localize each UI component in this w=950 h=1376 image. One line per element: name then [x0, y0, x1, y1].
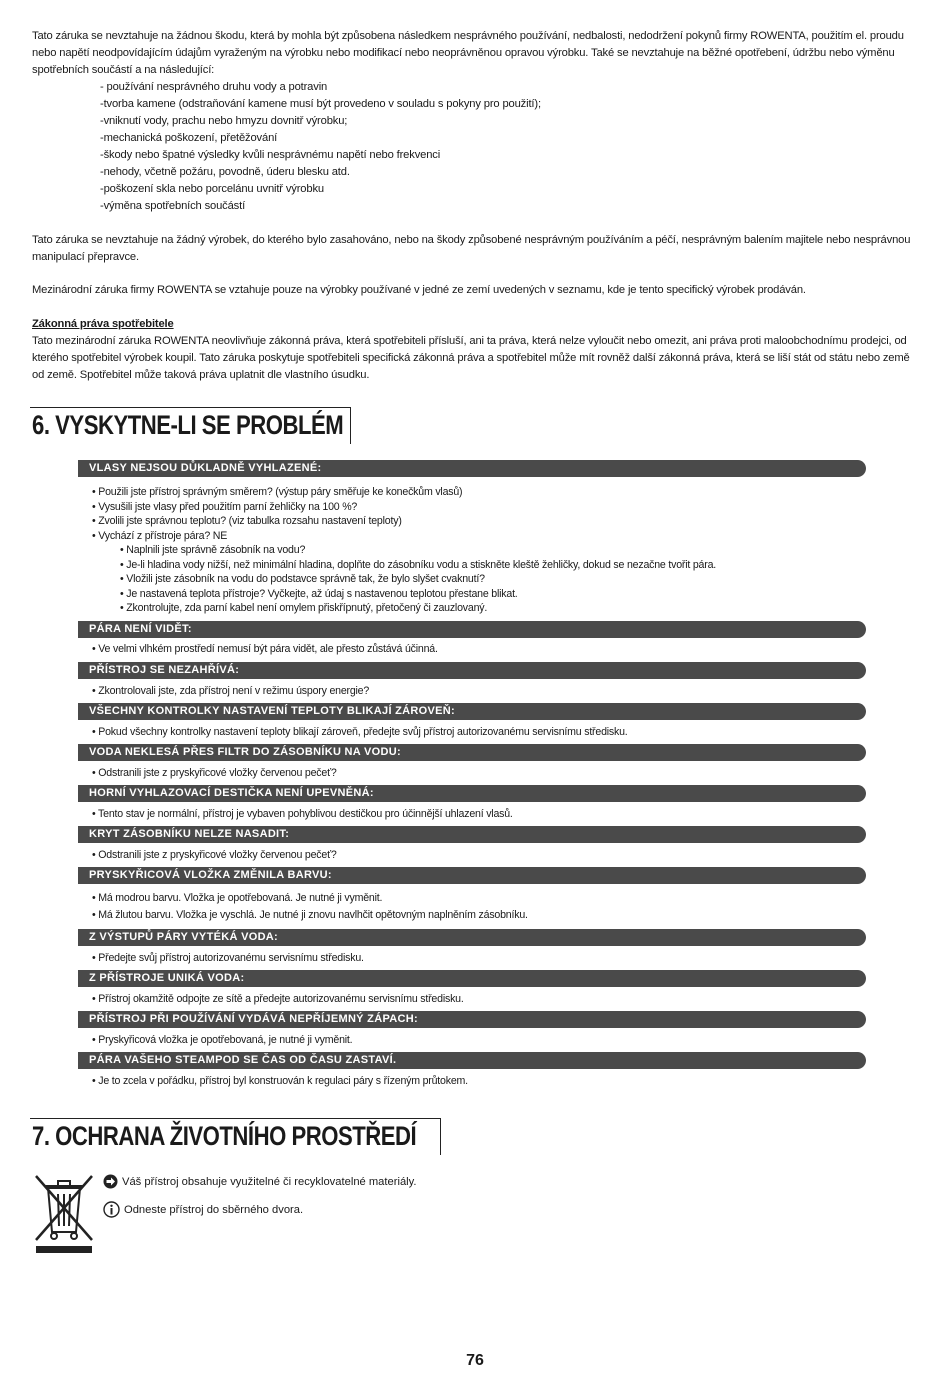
problem-heading: HORNÍ VYHLAZOVACÍ DESTIČKA NENÍ UPEVNĚNÁ:: [78, 785, 866, 802]
problem-item: • Odstranili jste z pryskyřicové vložky červenou pečeť?: [92, 767, 337, 779]
problem-item: • Pryskyřicová vložka je opotřebovaná, je nutné ji vyměnit.: [92, 1034, 353, 1046]
problem-heading: PŘÍSTROJ PŘI POUŽÍVÁNÍ VYDÁVÁ NEPŘÍJEMNÝ ZÁPACH:: [78, 1011, 866, 1028]
problem-subitem: • Je-li hladina vody nižší, než minimální hladina, doplňte do zásobníku vodu a stiskněte kleště žehličky, dokud se nezačne tvořit pára.: [120, 558, 717, 571]
arrow-right-circle-icon: [103, 1174, 118, 1189]
problem-item: • Předejte svůj přístroj autorizovanému servisnímu středisku.: [92, 952, 364, 964]
problem-item: • Má modrou barvu. Vložka je opotřebovaná. Je nutné ji vyměnit.: [92, 892, 383, 904]
problem-item: • Vychází z přístroje pára? NE: [92, 529, 228, 542]
problem-heading: PRYSKYŘICOVÁ VLOŽKA ZMĚNILA BARVU:: [78, 867, 866, 884]
info-icon: [103, 1201, 120, 1218]
exclusions-list: [100, 79, 900, 215]
problem-item: • Má žlutou barvu. Vložka je vyschlá. Je nutné ji znovu navlhčit opětovným naplněním zásobníku.: [92, 909, 528, 921]
problem-item: • Vysušili jste vlasy před použitím parní žehličky na 100 %?: [92, 500, 358, 513]
page-number: 76: [466, 1352, 484, 1369]
problem-item: • Použili jste přístroj správným směrem? (výstup páry směřuje ke konečkům vlasů): [92, 486, 463, 498]
legal-rights-heading: Zákonná práva spotřebitele: [32, 318, 174, 330]
problem-subitem: • Je nastavená teplota přístroje? Vyčkejte, až údaj s nastavenou teplotou přestane blikat.: [120, 587, 518, 600]
problem-heading: PÁRA VAŠEHO STEAMPOD SE ČAS OD ČASU ZASTAVÍ.: [78, 1052, 866, 1069]
warranty-exclusions-paragraph: Tato záruka se nevztahuje na žádnou škodu, která by mohla být způsobena následkem nesprávného používání, nedbalosti, nedodržení pokynů firmy ROWENTA, použitím el. proudu nebo napětí neodpovídajícím údajům vyraženým na výrobku nebo modifikací nebo neoprávněnou opravou výrobku. Také se nevztahuje na běžné opotřebení, údržbu nebo výměnu spotřebních součástí a na následující:: [32, 30, 904, 76]
problem-item: • Zkontrolovali jste, zda přístroj není v režimu úspory energie?: [92, 685, 370, 697]
problem-item: • Odstranili jste z pryskyřicové vložky červenou pečeť?: [92, 849, 337, 861]
collection-note: [103, 1201, 303, 1218]
problem-subitem: • Vložili jste zásobník na vodu do podstavce správně tak, že bylo slyšet cvaknutí?: [120, 573, 485, 585]
list-item: -mechanická poškození, přetěžování: [100, 132, 278, 144]
warranty-paragraph-2: Tato záruka se nevztahuje na žádný výrobek, do kterého bylo zasahováno, nebo na škody způsobené nesprávným používáním a péčí, nesprávným balením majitele nebo nesprávnou manipulací přepravce.: [32, 234, 911, 263]
problem-subitem: • Naplnili jste správně zásobník na vodu?: [120, 544, 306, 556]
list-item: -tvorba kamene (odstraňování kamene musí být provedeno v souladu s pokyny pro použití);: [100, 98, 541, 110]
list-item: -vniknutí vody, prachu nebo hmyzu dovnitř výrobku;: [100, 115, 348, 127]
section-7-title: 7. OCHRANA ŽIVOTNÍHO PROSTŘEDÍ: [32, 1121, 417, 1151]
problem-item: • Tento stav je normální, přístroj je vybaven pohyblivou destičkou pro účinnější uhlazení vlasů.: [92, 808, 513, 820]
problem-item: • Pokud všechny kontrolky nastavení teploty blikají zároveň, předejte svůj přístroj autorizovanému servisnímu středisku.: [92, 726, 628, 738]
problem-heading: PŘÍSTROJ SE NEZAHŘÍVÁ:: [78, 662, 866, 679]
section-6-title: 6. VYSKYTNE-LI SE PROBLÉM: [32, 410, 344, 440]
list-item: -škody nebo špatné výsledky kvůli nesprávnému napětí nebo frekvenci: [100, 149, 441, 161]
problem-subitem: • Zkontrolujte, zda parní kabel není omylem přiskřípnutý, přetočený či zauzlovaný.: [120, 602, 488, 614]
problem-item: • Ve velmi vlhkém prostředí nemusí být pára vidět, ale přesto zůstává účinná.: [92, 643, 438, 655]
problem-item: • Zvolili jste správnou teplotu? (viz tabulka rozsahu nastavení teploty): [92, 515, 402, 527]
problem-heading: PÁRA NENÍ VIDĚT:: [78, 621, 866, 638]
problem-heading: Z PŘÍSTROJE UNIKÁ VODA:: [78, 970, 866, 987]
problem-item: • Přístroj okamžitě odpojte ze sítě a předejte autorizovanému servisnímu středisku.: [92, 993, 464, 1005]
list-item: - používání nesprávného druhu vody a potravin: [100, 81, 328, 93]
collection-text: Odneste přístroj do sběrného dvora.: [124, 1203, 304, 1216]
problem-heading: VŠECHNY KONTROLKY NASTAVENÍ TEPLOTY BLIKAJÍ ZÁROVEŇ:: [78, 703, 866, 720]
recycle-text: Váš přístroj obsahuje využitelné či recyklovatelné materiály.: [122, 1175, 417, 1188]
legal-rights-paragraph: Tato mezinárodní záruka ROWENTA neovlivňuje zákonná práva, která spotřebiteli přísluší, ani ta práva, která nelze vyloučit nebo omezit, ani práva proti maloobchodnímu prodejci, od kterého spotřebitel výrobek koupil. Tato záruka poskytuje spotřebiteli specifická zákonná práva a spotřebitel může mít rovněž další zákonná práva, která se liší stát od státu nebo země od země. Spotřebitel může taková práva uplatnit dle vlastního úsudku.: [32, 335, 910, 381]
warranty-paragraph-3: Mezinárodní záruka firmy ROWENTA se vztahuje pouze na výrobky používané v jedné ze zemí uvedených v seznamu, kde je tento specifický výrobek prodáván.: [32, 284, 806, 296]
recycle-note: [103, 1174, 417, 1189]
list-item: -výměna spotřebních součástí: [100, 200, 246, 212]
weee-crossed-bin-icon: [32, 1170, 96, 1254]
problem-heading: VLASY NEJSOU DŮKLADNĚ VYHLAZENÉ:: [78, 460, 866, 477]
problem-item: • Je to zcela v pořádku, přístroj byl konstruován k regulaci páry s řízeným průtokem.: [92, 1075, 468, 1087]
list-item: -nehody, včetně požáru, povodně, úderu blesku atd.: [100, 166, 350, 178]
problem-heading: KRYT ZÁSOBNÍKU NELZE NASADIT:: [78, 826, 866, 843]
problem-heading: Z VÝSTUPŮ PÁRY VYTÉKÁ VODA:: [78, 929, 866, 946]
list-item: -poškození skla nebo porcelánu uvnitř výrobku: [100, 183, 324, 195]
problem-heading: VODA NEKLESÁ PŘES FILTR DO ZÁSOBNÍKU NA VODU:: [78, 744, 866, 761]
